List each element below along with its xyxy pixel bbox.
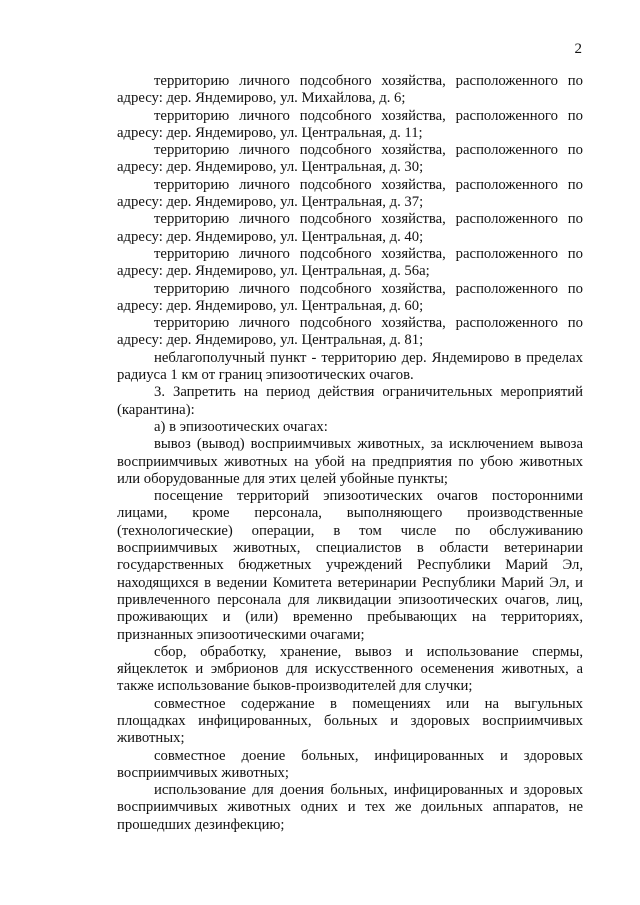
paragraph-territory-tsentralnaya-60: территорию личного подсобного хозяйства, расположенного по адресу: дер. Яндемирово, ул. Центральная, д. 60; xyxy=(117,280,583,314)
paragraph-joint-milking: совместное доение больных, инфицированных и здоровых восприимчивых животных; xyxy=(117,747,583,781)
document-body xyxy=(117,73,583,834)
paragraph-joint-keeping: совместное содержание в помещениях или на выгульных площадках инфицированных, больных и здоровых восприимчивых животных; xyxy=(117,695,583,747)
paragraph-visiting-territories: посещение территорий эпизоотических очагов посторонними лицами, кроме персонала, выполняющего производственные (технологические) операции, в том числе по обслуживанию восприимчивых животных, специалистов в области ветеринарии государственных бюджетных учреждений Республики Марий Эл, находящихся в ведении Комитета ветеринарии Республики Марий Эл, и привлеченного персонала для ликвидации эпизоотических очагов, лиц, проживающих и (или) временно пребывающих на территориях, признанных эпизоотическими очагами; xyxy=(117,488,583,643)
paragraph-sperm-collection: сбор, обработку, хранение, вывоз и использование спермы, яйцеклеток и эмбрионов для искусственного осеменения животных, а также использование быков-производителей для случки; xyxy=(117,643,583,695)
page-number: 2 xyxy=(574,41,582,57)
paragraph-territory-tsentralnaya-37: территорию личного подсобного хозяйства, расположенного по адресу: дер. Яндемирово, ул. Центральная, д. 37; xyxy=(117,176,583,211)
paragraph-subsection-a: а) в эпизоотических очагах: xyxy=(154,418,328,435)
paragraph-territory-tsentralnaya-81: территорию личного подсобного хозяйства, расположенного по адресу: дер. Яндемирово, ул. Центральная, д. 81; xyxy=(117,315,583,349)
paragraph-section-3-prohibit: 3. Запретить на период действия ограничительных мероприятий (карантина): xyxy=(117,384,583,418)
paragraph-milking-machines: использование для доения больных, инфицированных и здоровых восприимчивых животных одних и тех же доильных аппаратов, не прошедших дезинфекцию; xyxy=(117,782,583,833)
paragraph-territory-mikhailova-6: территорию личного подсобного хозяйства, расположенного по адресу: дер. Яндемирово, ул. Михайлова, д. 6; xyxy=(117,73,583,107)
paragraph-territory-tsentralnaya-56a: территорию личного подсобного хозяйства, расположенного по адресу: дер. Яндемирово, ул. Центральная, д. 56а; xyxy=(117,245,583,280)
paragraph-unfavorable-point: неблагополучный пункт - территорию дер. Яндемирово в пределах радиуса 1 км от границ эпизоотических очагов. xyxy=(117,349,583,384)
paragraph-territory-tsentralnaya-40: территорию личного подсобного хозяйства, расположенного по адресу: дер. Яндемирово, ул. Центральная, д. 40; xyxy=(117,211,583,245)
paragraph-territory-tsentralnaya-30: территорию личного подсобного хозяйства, расположенного по адресу: дер. Яндемирово, ул. Центральная, д. 30; xyxy=(117,142,583,176)
paragraph-export-animals: вывоз (вывод) восприимчивых животных, за исключением вывоза восприимчивых животных на убой на предприятия по убою животных или оборудованные для этих целей убойные пункты; xyxy=(117,436,583,487)
paragraph-territory-tsentralnaya-11: территорию личного подсобного хозяйства, расположенного по адресу: дер. Яндемирово, ул. Центральная, д. 11; xyxy=(117,107,583,141)
